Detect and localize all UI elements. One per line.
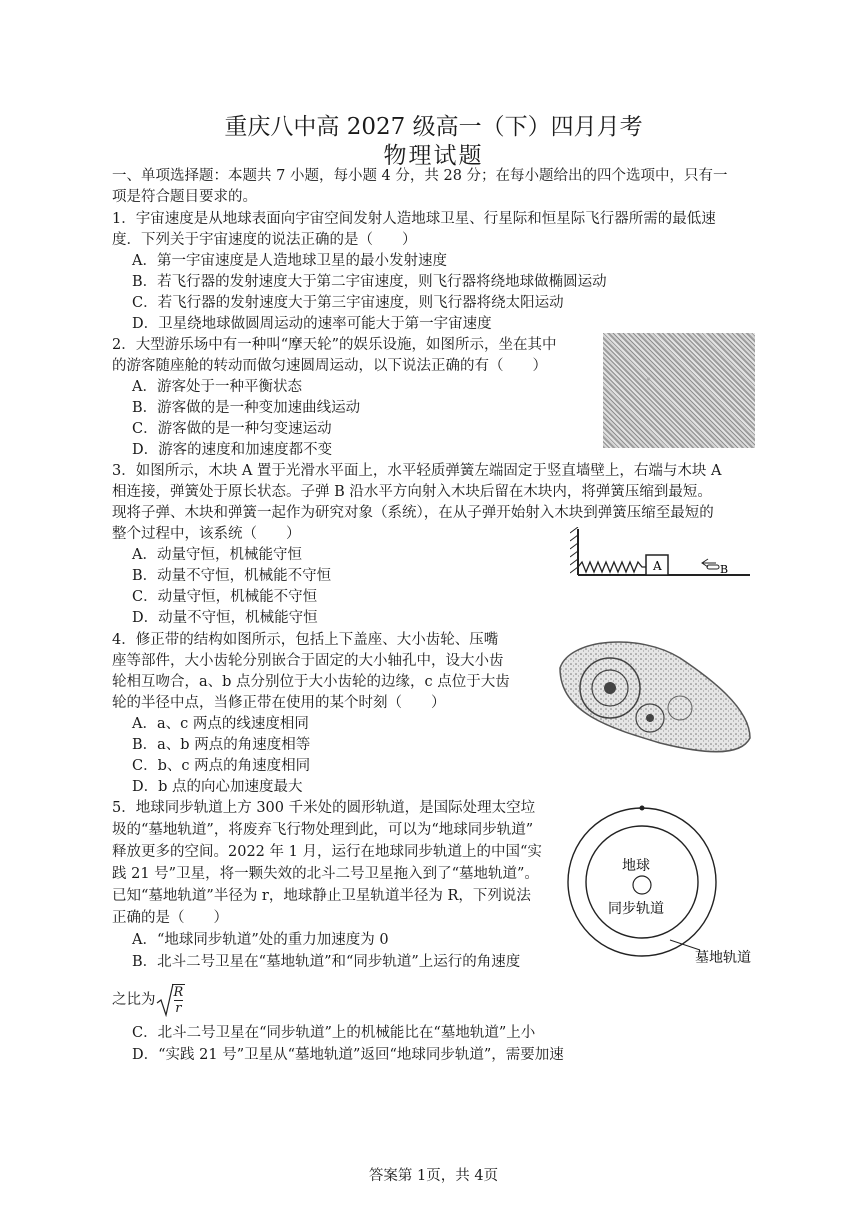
earth (633, 876, 651, 894)
spring-block-diagram (570, 527, 760, 583)
section-heading-line1: 一、单项选择题：本题共 7 小题，每小题 4 分，共 28 分；在每小题给出的四个选项中，只有一 (112, 168, 728, 184)
q5-option-b-cont (112, 983, 185, 1017)
q5-stem-line6: 正确的是（ ） (112, 910, 228, 926)
q4-stem-line3: 轮相互吻合，a、b 点分别位于大小齿轮的边缘，c 点位于大齿 (112, 674, 510, 690)
q5-option-b: B．北斗二号卫星在“墓地轨道”和“同步轨道”上运行的角速度 (132, 954, 521, 970)
q4-option-c: C．b、c 两点的角速度相同 (132, 758, 311, 774)
q5-option-a: A．“地球同步轨道”处的重力加速度为 0 (132, 932, 389, 948)
q1-option-b: B．若飞行器的发射速度大于第二宇宙速度，则飞行器将绕地球做椭圆运动 (132, 274, 607, 290)
graveyard-orbit-label: 墓地轨道 (695, 950, 751, 966)
q2-option-a: A．游客处于一种平衡状态 (132, 379, 302, 395)
bullet-b-label: B (720, 563, 729, 576)
q3-option-d: D．动量不守恒，机械能守恒 (132, 610, 318, 626)
q5-option-b-prefix: 之比为 (112, 992, 156, 1008)
q1-stem-line2: 度．下列关于宇宙速度的说法正确的是（ ） (112, 232, 417, 248)
orbit-diagram (560, 800, 760, 970)
q4-stem-line2: 座等部件，大小齿轮分别嵌合于固定的大小轴孔中，设大小齿 (112, 653, 504, 669)
q2-option-d: D．游客的速度和加速度都不变 (132, 442, 333, 458)
q2-stem-line1: 2．大型游乐场中有一种叫“摩天轮”的娱乐设施，如图所示，坐在其中 (112, 337, 557, 353)
q1-stem-line1: 1．宇宙速度是从地球表面向宇宙空间发射人造地球卫星、行星际和恒星际飞行器所需的最低速 (112, 211, 716, 227)
q5-stem-line1: 5．地球同步轨道上方 300 千米处的圆形轨道，是国际处理太空垃 (112, 800, 536, 816)
block-a-label: A (653, 559, 662, 573)
q2-stem-line2: 的游客随座舱的转动而做匀速圆周运动，以下说法正确的有（ ） (112, 358, 547, 374)
q4-stem-line1: 4．修正带的结构如图所示，包括上下盖座、大小齿轮、压嘴 (112, 632, 499, 648)
q5-option-d: D．“实践 21 号”卫星从“墓地轨道”返回“地球同步轨道”，需要加速 (132, 1047, 564, 1063)
exam-subtitle: 物理试题 (383, 143, 484, 169)
q4-stem-line4: 轮的半径中点，当修正带在使用的某个时刻（ ） (112, 695, 446, 711)
exam-title: 重庆八中高 2027 级高一（下）四月月考 (224, 114, 643, 140)
q4-option-a: A．a、c 两点的线速度相同 (132, 716, 309, 732)
sync-orbit-label: 同步轨道 (608, 901, 664, 917)
q3-stem-line2: 相连接，弹簧处于原长状态。子弹 B 沿水平方向射入木块后留在木块内，将弹簧压缩到最短。 (112, 484, 712, 500)
page-footer: 答案第 1页，共 4页 (368, 1168, 499, 1184)
spring (578, 562, 646, 572)
correction-tape-figure (550, 633, 755, 758)
q3-stem-line3: 现将子弹、木块和弹簧一起作为研究对象（系统），在从子弹开始射入木块到弹簧压缩至最短的 (112, 505, 714, 521)
q4-option-b: B．a、b 两点的角速度相等 (132, 737, 311, 753)
q4-option-d: D．b 点的向心加速度最大 (132, 779, 303, 795)
q3-option-b: B．动量不守恒，机械能不守恒 (132, 568, 332, 584)
q5-stem-line2: 圾的“墓地轨道”，将废弃飞行物处理到此，可以为“地球同步轨道” (112, 822, 534, 838)
q5-stem-line3: 释放更多的空间。2022 年 1 月，运行在地球同步轨道上的中国“实 (112, 844, 542, 860)
sync-orbit (586, 826, 698, 938)
q5-stem-line4: 践 21 号”卫星，将一颗失效的北斗二号卫星拖入到了“墓地轨道”。 (112, 866, 539, 882)
q1-option-d: D．卫星绕地球做圆周运动的速率可能大于第一宇宙速度 (132, 316, 492, 332)
fraction-numerator: R (173, 985, 184, 1000)
earth-label: 地球 (622, 858, 650, 874)
q3-stem-line4: 整个过程中，该系统（ ） (112, 526, 301, 542)
graveyard-orbit (568, 808, 716, 956)
bullet-b (707, 565, 719, 569)
q3-option-a: A．动量守恒，机械能守恒 (132, 547, 302, 563)
q3-option-c: C．动量守恒，机械能不守恒 (132, 589, 318, 605)
q2-option-c: C．游客做的是一种匀变速运动 (132, 421, 332, 437)
ferris-wheel-photo (603, 333, 755, 448)
fraction-denominator: r (175, 1001, 182, 1016)
q5-option-c: C．北斗二号卫星在“同步轨道”上的机械能比在“墓地轨道”上小 (132, 1025, 536, 1041)
q2-option-b: B．游客做的是一种变加速曲线运动 (132, 400, 361, 416)
q1-option-a: A．第一宇宙速度是人造地球卫星的最小发射速度 (132, 253, 447, 269)
section-heading-line2: 项是符合题目要求的。 (112, 189, 257, 205)
q3-stem-line1: 3．如图所示，木块 A 置于光滑水平面上，水平轻质弹簧左端固定于竖直墙壁上，右端与木块 A (112, 463, 722, 479)
q1-option-c: C．若飞行器的发射速度大于第三宇宙速度，则飞行器将绕太阳运动 (132, 295, 564, 311)
q5-stem-line5: 已知“墓地轨道”半径为 r，地球静止卫星轨道半径为 R，下列说法 (112, 888, 531, 904)
